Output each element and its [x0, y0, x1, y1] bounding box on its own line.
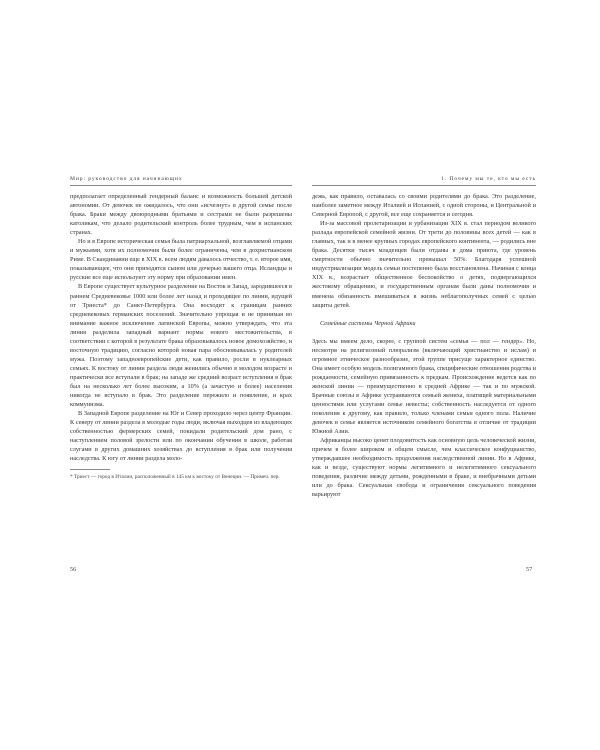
page-number-left: 56: [70, 566, 77, 573]
right-running-head: 1. Почему мы те, кто мы есть: [312, 176, 536, 186]
paragraph: дежь, как правило, оставалась со своими родителями до брака. Это разделение, наиболее заметное между Италией и Испанией, с одной стороны, и Центральной и Северной Европой, с другой, все еще сохраняется и сегодня.: [312, 193, 536, 219]
section-gap: [312, 310, 536, 319]
section-subheading: Семейные системы Черной Африки: [320, 319, 416, 327]
left-body-text: [70, 192, 292, 463]
footnote: * Триест — город в Италии, расположенный в 145 км к востоку от Венеции. — Примеч. пер.: [70, 474, 280, 481]
section-gap: [312, 328, 536, 337]
paragraph: Из-за массовой пролетаризации и урбанизации XIX в. стал периодом великого разлада европейской семейной жизни. От трети до половины всех детей — как в главных, так и в менее крупных городах европейского континента, — родились вне брака. Десятки тысяч младенцев были отданы в дома приюта, где уровень смертности обычно значительно превышал 50%. Благодаря успешной индустриализации модель семьи постепенно была восстановлена. Начиная с конца XIX в., возрастает общественное беспокойство о детях, подвергающихся жестокому обращению, и государственным органам были даны полномочия и вменена обязанность вмешиваться в жизнь неблагополучных семей с целью защиты детей.: [312, 220, 536, 309]
paragraph: Но и в Европе историческая семья была патриархальной, возглавляемой отцами и мужьями, хотя их полномочия были более ограничены, чем в дохристианском Риме. В Скандинавии еще в XIX в. всем людям давалось отчество, т. е. второе имя, показывающее, что они приходятся сыном или дочерью вашего отца. Исландцы и русские все еще используют эту норму при образовании имен.: [70, 238, 292, 282]
paragraph: предполагает определенный гендерный баланс и возможность большей детской автономии. От девочек не ожидалось, что они «исчезнут» в другой семье после брака. Браки между двоюродными братьями и сестрами не были разрешены католикам, что делало родительский контроль более трудным, чем в испанских странах.: [70, 193, 292, 237]
paragraph: Африканцы высоко ценят плодовитость как основную цель человеческой жизни, причем в более широком и общем смысле, чем классическое конфуцианство, утверждавшее необходимость продолжения наследственной линии. Но в Африке, как и везде, существуют нормы легитимного и нелегитимного сексуального поведения, различие между детьми, рожденными в браке, и внебрачными детьми или до брака. Сексуальная свобода и ограничения сексуального поведения варьируют: [312, 437, 536, 499]
right-body-text: [312, 192, 536, 500]
left-running-head: Мир: руководство для начинающих: [70, 176, 292, 186]
paragraph: Здесь мы имеем дело, скорее, с группой систем «семья — пол — гендер». Но, несмотря на религиозный плюрализм (включающий христианство и ислам) и огромное этническое разнообразие, этой группе присуще характерное единство. Она имеет особую модель полигамного брака, специфические отношения родства и рождаемости, семейную привязанность к предкам. Происхождение ведется как по женской линии — преимущественно в средней Африке — так и по мужской. Брачные союзы в Африке устраиваются семьей жениха, платящей материальными ценностями или услугами семье невесты; собственность наследуется от одного поколения к другому, как правило, только членами семьи одного пола. Наличие девочек в семье является источником семейного богатства в отличие от традиции Южной Азии.: [312, 337, 536, 436]
paragraph: В Западной Европе разделение на Юг и Север проходило через центр Франции. К северу от линии раздела в молодые годы люди, включая выходцев из владеющих собственностью фермерских семей, покидали родительский дом рано, с наступлением половой зрелости или по окончании обучения в школе, работая слугами в других домашних хозяйствах до вступления в брак или получения наследства. К югу от линии раздела моло-: [70, 410, 292, 463]
left-page: [70, 176, 292, 482]
paragraph: В Европе существует культурное разделение на Восток и Запад, зародившееся в раннем Средневековье 1000 или более лет назад и проходящее по линии, идущей от Триеста* до Санкт-Петербурга. Она восходит к границам ранних средневековых германских поселений. Значительно упрощая и не принимая во внимание важное исключение латинской Европы, можно утверждать, что эта линия разделила западный вариант нормы нового местожительства, в соответствии с которой в результате брака образовывалось новое домохозяйство, и восточную традицию, согласно которой новая пара обосновывалась у родителей мужа. Поэтому западноевропейские дети, как правило, росли в нуклеарных семьях. К востоку от линии раздела люди женились обычно в молодом возрасте и практически все вступали в брак; на западе же средний возраст вступления в брак был на несколько лет более высоким, а 10% (а зачастую и более) населения никогда не вступало в брак. Это разделение пережило и появление, и крах коммунизма.: [70, 283, 292, 409]
footnote-divider: [70, 469, 110, 470]
right-page: [312, 176, 536, 500]
page-number-right: 57: [526, 566, 533, 573]
